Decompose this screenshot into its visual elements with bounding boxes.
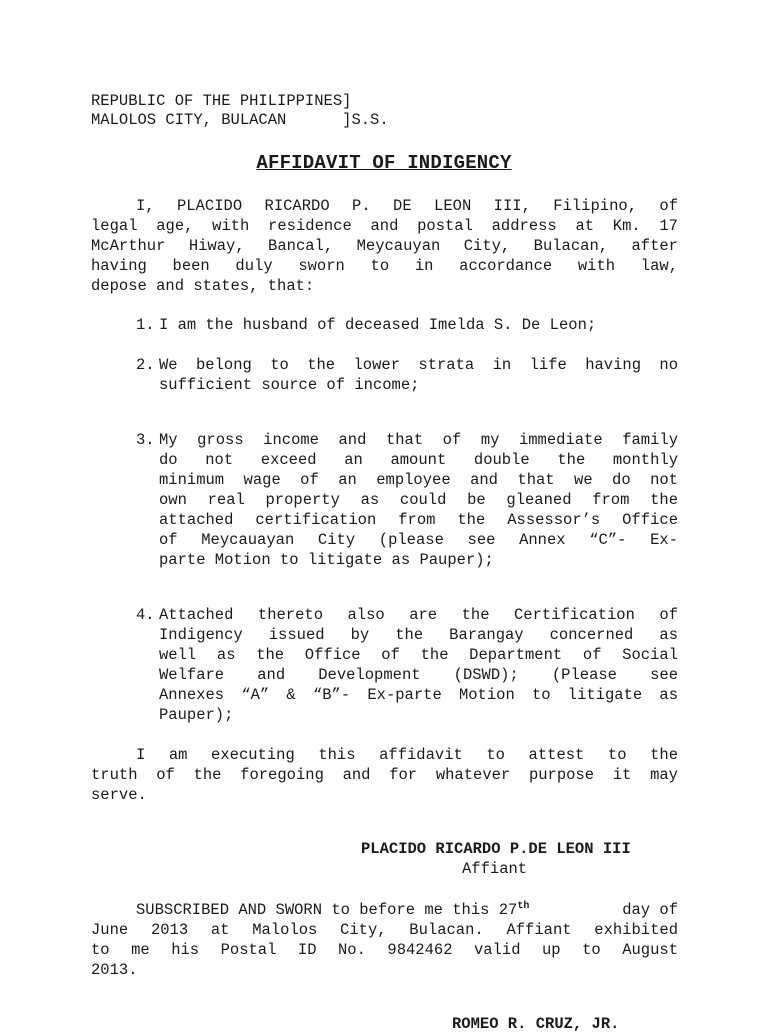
document-title: AFFIDAVIT OF INDIGENCY bbox=[256, 152, 512, 174]
venue-republic: REPUBLIC OF THE PHILIPPINES] bbox=[91, 92, 352, 110]
item-number: 4. bbox=[136, 606, 155, 624]
affiant-label: Affiant bbox=[462, 860, 528, 878]
item-line: parte Motion to litigate as Pauper); bbox=[159, 551, 494, 569]
closing-line: I am executing this affidavit to attest to the bbox=[136, 746, 678, 764]
item-line: I am the husband of deceased Imelda S. De Leon; bbox=[159, 316, 597, 334]
jurat-line-1 bbox=[136, 900, 678, 920]
venue-city: MALOLOS CITY, BULACAN ]S.S. bbox=[91, 111, 389, 129]
item-line: minimum wage of an employee and that we do not bbox=[159, 471, 678, 489]
item-line: attached certification from the Assessor’s Office bbox=[159, 511, 678, 529]
item-number: 3. bbox=[136, 431, 155, 449]
closing-line: serve. bbox=[91, 786, 147, 804]
jurat-line-1-end: day of bbox=[622, 901, 678, 919]
intro-line: I, PLACIDO RICARDO P. DE LEON III, Filipino, of bbox=[136, 197, 678, 215]
item-line: Annexes “A” & “B”- Ex-parte Motion to litigate as bbox=[159, 686, 678, 704]
intro-line: having been duly sworn to in accordance with law, bbox=[91, 257, 678, 275]
jurat-line: to me his Postal ID No. 9842462 valid up to August bbox=[91, 941, 678, 959]
item-line: do not exceed an amount double the monthly bbox=[159, 451, 678, 469]
affiant-name: PLACIDO RICARDO P.DE LEON III bbox=[361, 840, 631, 858]
item-line: Indigency issued by the Barangay concerned as bbox=[159, 626, 678, 644]
item-line: Welfare and Development (DSWD); (Please see bbox=[159, 666, 678, 684]
item-number: 1. bbox=[136, 316, 155, 334]
jurat-line: 2013. bbox=[91, 961, 138, 979]
item-number: 2. bbox=[136, 356, 155, 374]
item-line: We belong to the lower strata in life having no bbox=[159, 356, 678, 374]
notary-name: ROMEO R. CRUZ, JR. bbox=[452, 1015, 620, 1033]
item-line: well as the Office of the Department of Social bbox=[159, 646, 678, 664]
item-line: own real property as could be gleaned from the bbox=[159, 491, 678, 509]
jurat-line: June 2013 at Malolos City, Bulacan. Affiant exhibited bbox=[91, 921, 678, 939]
item-line: Attached thereto also are the Certification of bbox=[159, 606, 678, 624]
closing-line: truth of the foregoing and for whatever purpose it may bbox=[91, 766, 678, 784]
item-line: My gross income and that of my immediate family bbox=[159, 431, 678, 449]
intro-line: legal age, with residence and postal address at Km. 17 bbox=[91, 217, 678, 235]
ordinal-suffix: th bbox=[517, 900, 530, 912]
item-line: of Meycauayan City (please see Annex “C”- Ex- bbox=[159, 531, 678, 549]
jurat-line-1-text: SUBSCRIBED AND SWORN to before me this 27th bbox=[136, 900, 530, 919]
item-line: sufficient source of income; bbox=[159, 376, 420, 394]
intro-line: McArthur Hiway, Bancal, Meycauyan City, Bulacan, after bbox=[91, 237, 678, 255]
intro-line: depose and states, that: bbox=[91, 277, 315, 295]
item-line: Pauper); bbox=[159, 706, 234, 724]
